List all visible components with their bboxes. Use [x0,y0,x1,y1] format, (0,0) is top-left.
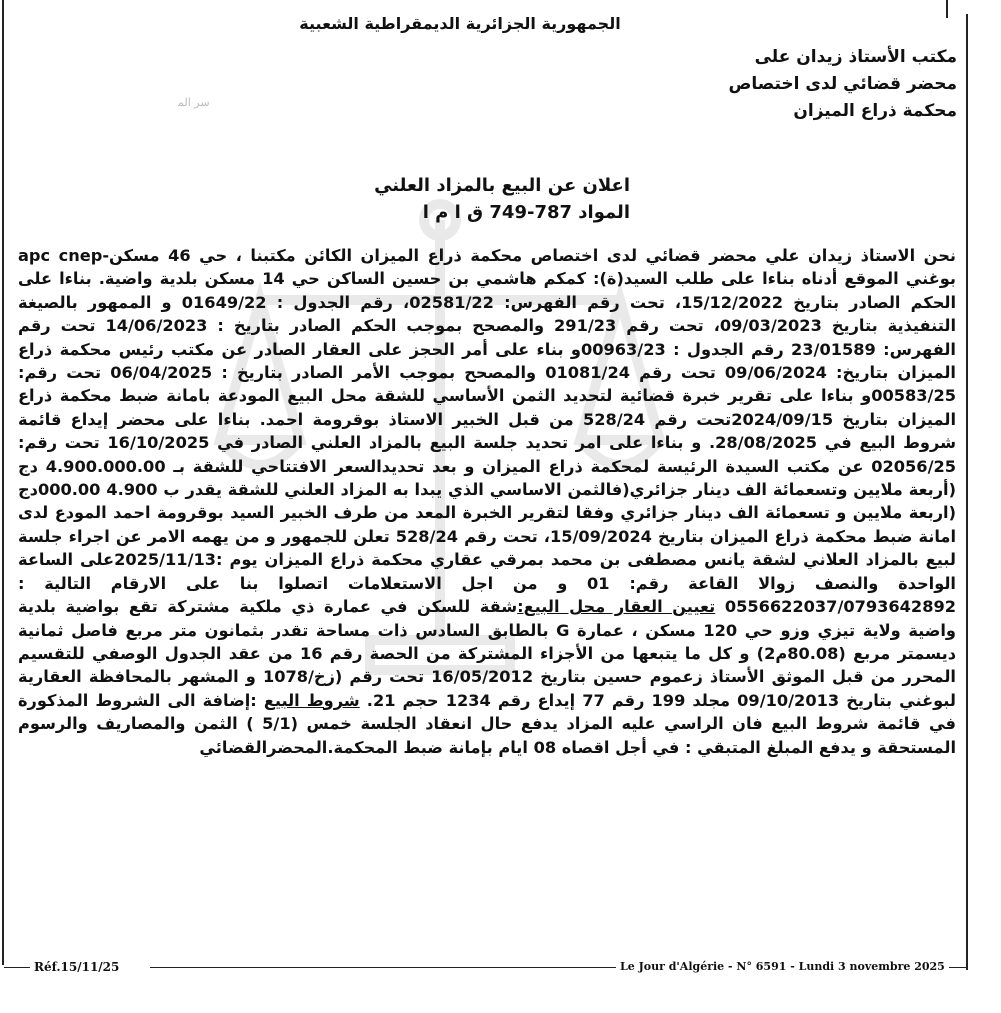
notice-articles: المواد 787-749 ق ا م ا [422,202,630,223]
republic-header: الجمهورية الجزائرية الديمقراطية الشعبية [299,14,621,33]
office-block [557,44,957,125]
conditions-text: :إضافة الى الشروط المذكورة في قائمة شروط البيع فان الراسي عليه المزاد يدفع حال انعقاد الجلسة خمس (5/1 ) الثمن والمصاريف والرسوم المستحقة و يدفع المبلغ المتبقي : في أجل اقصاه 08 ايام بإمانة ضبط المحكمة.المحضرالقضائي [18,690,956,757]
notice-heading [360,172,630,226]
footer-rule-middle [150,967,620,968]
conditions-label: شروط البيع [263,690,360,710]
footer-reference: Réf.15/11/25 [30,960,123,974]
property-description: شقة للسكن في عمارة ذي ملكية مشتركة تقع بواضية بلدية واضية ولاية تيزي وزو حي 120 مسكن ، عمارة G بالطابق السادس ذات مساحة تقدر بثمانون متر مربع فاصل ثمانية ديسمتر مربع (80.08م2) و كل ما يتبعها من الأجزاء المشتركة من الحصة رقم 16 من عقد الجدول الوصفي للتقسيم المحرر من قبل الموثق الأستاذ زعموم حسين بتاريخ 16/05/2012 تحت رقم (زخ/1078 و المشهر بالمحافظة العقارية لبوغني بتاريخ 09/10/2013 مجلد 199 رقم 77 إيداع رقم 1234 حجم 21. [18,597,956,710]
office-line-court: محكمة ذراع الميزان [793,101,957,121]
property-label: تعيين العقار محل البيع: [517,597,716,617]
footer-publication: Le Jour d'Algérie - N° 6591 - Lundi 3 novembre 2025 [616,960,949,973]
frame-right-border [966,14,968,970]
notice-title: اعلان عن البيع بالمزاد العلني [374,175,630,196]
notice-body [18,244,956,759]
body-main-paragraph: نحن الاستاذ زيدان علي محضر قضائي لدى اختصاص محكمة ذراع الميزان الكائن مكتبنا ، حي 46 مسكن-apc cnep بوغني الموقع أدناه بناءا على طلب السيد(ة): كمكم هاشمي بن حسين الساكن حي 14 مسكن بلدية واضية. بناءا على الحكم الصادر بتاريخ 15/12/2022، تحت رقم الفهرس: 02581/22، رقم الجدول : 01649/22 و الممهور بالصيغة التنفيذية بتاريخ 09/03/2023، تحت رقم 291/23 والمصحح بموجب الحكم الصادر بتاريخ : 14/06/2023 تحت رقم الفهرس: 23/01589 رقم الجدول : 00963/23و بناء على أمر الحجز على العقار الصادر عن مكتب رئيس محكمة ذراع الميزان بتاريخ: 09/06/2024 تحت رقم 01081/24 والمصحح بموجب الأمر الصادر بتاريخ : 06/04/2025 تحت رقم: 00583/25و بناءا على تقرير خبرة قضائية لتحديد الثمن الأساسي للشقة محل البيع المودعة بامانة ضبط محكمة ذراع الميزان بتاريخ 2024/09/15تحت رقم 528/24 من قبل الخبير الاستاذ بوقرومة احمد. بناءا على محضر إيداع قائمة شروط البيع في 28/08/2025. و بناءا على امر تحديد جلسة البيع بالمزاد العلني الصادر في 16/10/2025 تحت رقم: 02056/25 عن مكتب السيدة الرئيسة لمحكمة ذراع الميزان و بعد تحديدالسعر الافتتاحي للشقة بـ 4.900.000.00 دج (أربعة ملايين وتسعمائة الف دينار جزائري(فالثمن الاساسي الذي يبدا به المزاد العلني للشقة يقدر ب 4.900 000.00دج (اربعة ملايين و تسعمائة الف دينار جزائري وفقا لتقرير الخبرة المعد من طرف الخبير السيد بوقرومة احمد المودع لدى امانة ضبط محكمة ذراع الميزان بتاريخ 15/09/2024، تحت رقم 528/24 تعلن للجمهور و من يهمه الامر عن اجراء جلسة لبيع بالمزاد العلاني لشقة يانس مصطفى بن محمد بمرقي عقاري محكمة ذراع الميزان يوم :2025/11/13على الساعة الواحدة والنصف زوالا القاعة رقم: 01 و من اجل الاستعلامات اتصلوا بنا على الارقام التالية : [18,246,957,593]
contact-phones: 0556622037/0793642892 [724,597,956,617]
office-line-title: محضر قضائي لدى اختصاص [728,74,957,94]
frame-left-border [2,0,4,965]
faint-stamp-mark: ﺳﺮ ﺍﻟﻤ [178,96,210,109]
office-line-name: مكتب الأستاذ زيدان على [754,47,957,67]
frame-right-top-border [946,0,948,18]
